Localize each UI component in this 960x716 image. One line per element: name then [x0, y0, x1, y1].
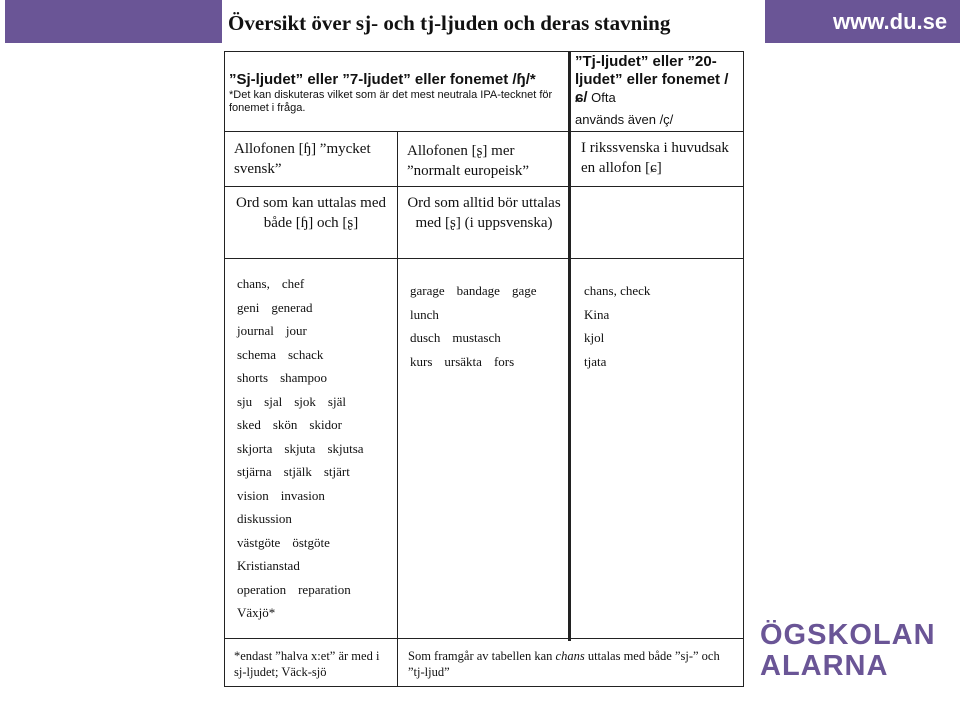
allophone-swedish: Allofonen [ɧ] ”mycket svensk” [234, 141, 371, 177]
word: reparation [298, 581, 351, 597]
word-row [237, 343, 397, 367]
word: skön [272, 417, 298, 432]
word-row [237, 601, 397, 625]
word-list-both [237, 272, 397, 625]
footnote-mid-b: uttalas med både ”sj-” och ”tj-ljud” [408, 649, 720, 679]
word-row [237, 296, 397, 320]
table-col-divider-2 [568, 51, 571, 641]
word-row [237, 554, 397, 578]
word-row [237, 507, 397, 531]
tj-heading [575, 53, 740, 107]
word-row [237, 272, 397, 296]
word: sked [237, 417, 261, 432]
word: gage [511, 283, 537, 298]
word: chans, [237, 276, 270, 291]
word-list-always [410, 279, 568, 373]
word: operation [237, 581, 287, 597]
word: östgöte [292, 534, 330, 550]
word: skidor [309, 417, 342, 432]
allophone-tj: I rikssvenska i huvudsak en allofon [ɕ] [581, 140, 729, 176]
word: journal [237, 323, 274, 338]
word-row [237, 578, 397, 602]
word-list-tj [584, 279, 742, 373]
tj-heading-main: ”Tj-ljudet” eller ”20-ljudet” eller fonemet /ɕ/ [575, 53, 729, 106]
table-divider-3 [224, 258, 744, 259]
word-row [237, 319, 397, 343]
page-title: Översikt över sj- och tj-ljuden och deras stavning [228, 11, 671, 35]
table-border-left [224, 51, 225, 687]
word: Kina [584, 306, 610, 322]
sj-header-cell [229, 71, 565, 115]
word: diskussion [237, 511, 292, 526]
university-logo [760, 620, 960, 682]
word: chef [281, 276, 305, 291]
sj-heading: ”Sj-ljudet” eller ”7-ljudet” eller fonemet /ɧ/* [229, 71, 536, 88]
word: shorts [237, 370, 269, 385]
word: stjärna [237, 464, 272, 479]
table-divider-2 [224, 186, 744, 187]
word: invasion [280, 487, 325, 503]
tj-header-cell [575, 53, 740, 133]
word: ursäkta [444, 353, 482, 369]
word: skjutsa [327, 440, 364, 456]
word: shampoo [280, 370, 328, 385]
word-row [410, 326, 568, 350]
word: Kristianstad [237, 558, 300, 573]
word-row [237, 366, 397, 390]
both-pronunciations-heading: Ord som kan uttalas med både [ɧ] och [ʂ] [236, 195, 386, 231]
word-row [584, 303, 742, 327]
word: Växjö* [237, 605, 276, 620]
word-row [237, 484, 397, 508]
word: sju [237, 393, 253, 409]
word-row [584, 326, 742, 350]
table-border-top [224, 51, 744, 52]
word: skjuta [284, 440, 316, 456]
word: kjol [584, 330, 605, 345]
always-pronunciation-heading: Ord som alltid bör uttalas med [ʂ] (i uppsvenska) [407, 195, 561, 231]
word: själ [327, 393, 346, 409]
word: schack [287, 346, 324, 362]
logo-line-1: ÖGSKOLAN [760, 620, 936, 651]
sj-note: *Det kan diskuteras vilket som är det mest neutrala IPA-tecknet för fonemet i fråga. [229, 89, 553, 114]
word: jour [285, 323, 307, 338]
site-url[interactable]: www.du.se [833, 9, 948, 34]
word: geni [237, 299, 260, 315]
word: schema [237, 346, 276, 362]
word-row [410, 350, 568, 374]
table-col-divider-1 [397, 131, 398, 687]
word: dusch [410, 330, 441, 345]
word-row [237, 437, 397, 461]
tj-heading-cont: används även /ç/ [575, 112, 674, 127]
word: vision [237, 487, 269, 503]
word: stjärt [323, 464, 350, 479]
footnote-left: *endast ”halva x:et” är med i sj-ljudet; Väck-sjö [234, 649, 380, 679]
word-row [237, 531, 397, 555]
word: garage [410, 283, 445, 298]
word-row [410, 279, 568, 303]
footnote-mid-em: chans [555, 649, 585, 663]
word-row [410, 303, 568, 327]
word: mustasch [452, 330, 501, 345]
word: skjorta [237, 440, 273, 456]
allophone-european: Allofonen [ʂ] mer ”normalt europeisk” [407, 143, 530, 179]
word-row [237, 460, 397, 484]
word: generad [271, 299, 313, 315]
word: kurs [410, 353, 433, 369]
word: lunch [410, 306, 439, 322]
tj-heading-ofta: Ofta [587, 90, 616, 105]
word-row [584, 279, 742, 303]
word: västgöte [237, 534, 281, 550]
word: chans, check [584, 283, 651, 298]
table-border-right [743, 51, 744, 687]
footnote-mid [408, 648, 738, 680]
word-row [237, 390, 397, 414]
word: sjal [264, 393, 283, 409]
word-row [584, 350, 742, 374]
footnote-mid-a: Som framgår av tabellen kan [408, 649, 556, 663]
word: stjälk [283, 464, 312, 479]
logo-line-2: ALARNA [760, 650, 889, 682]
word-row [237, 413, 397, 437]
word: sjok [294, 393, 316, 409]
table-border-bottom [224, 686, 744, 687]
word: tjata [584, 353, 607, 369]
word: fors [493, 353, 515, 369]
word: bandage [456, 283, 500, 298]
table-divider-4 [224, 638, 744, 639]
